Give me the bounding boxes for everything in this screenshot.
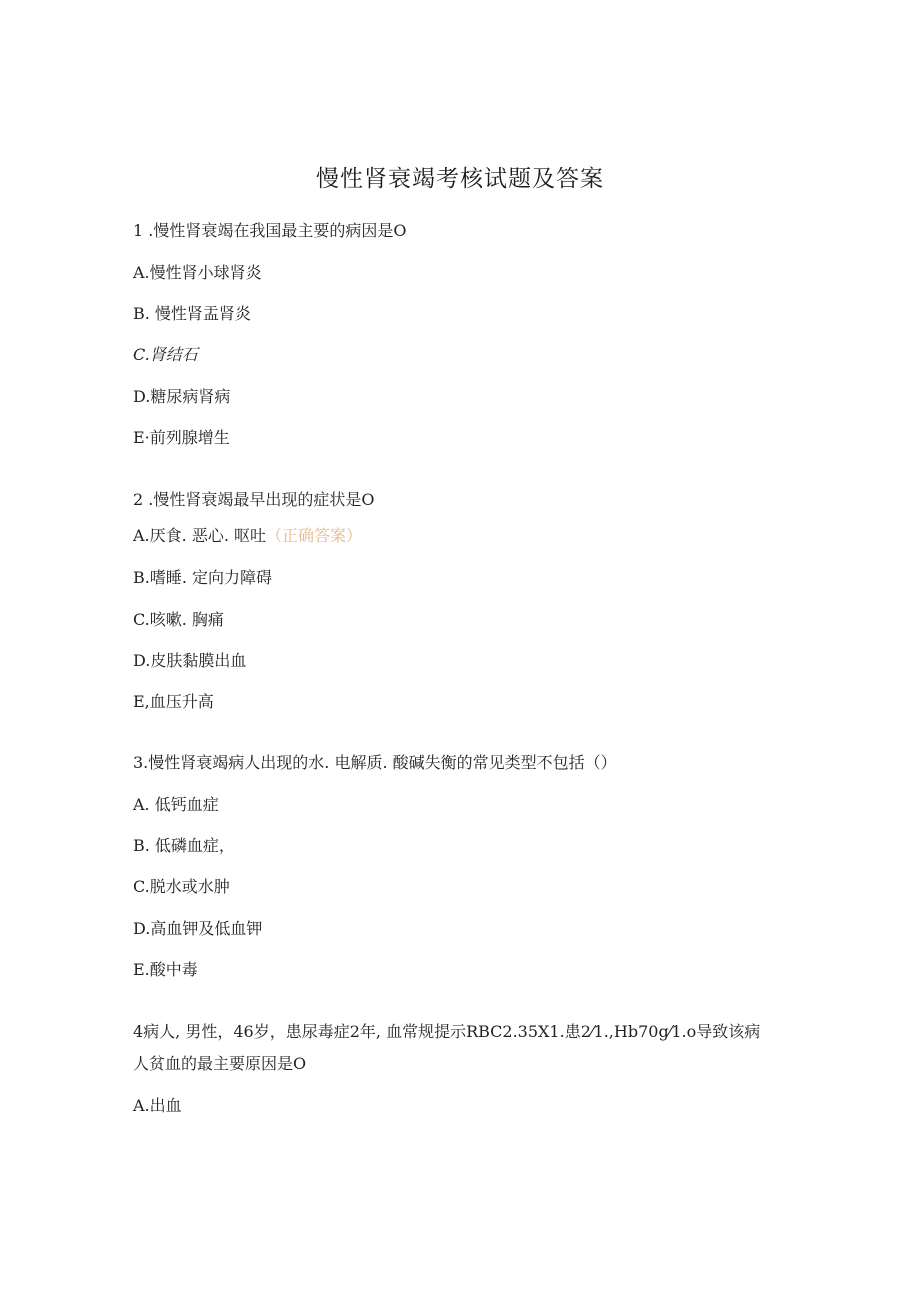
question-3-option-d: D.高血钾及低血钾 — [133, 919, 263, 938]
question-2-option-c: C.咳嗽. 胸痛 — [133, 610, 224, 629]
question-2-option-b: B.嗜睡. 定向力障碍 — [133, 568, 273, 587]
question-1-option-c: C.肾结石 — [133, 345, 198, 364]
question-4-stem-line-1: 4病人, 男性，46岁，患尿毒症2年, 血常规提示RBC2.35X1.患2⁄1.,Hb70g⁄1.o导致该病 — [133, 1022, 761, 1041]
question-3-stem: 3.慢性肾衰竭病人出现的水. 电解质. 酸碱失衡的常见类型不包括（） — [133, 753, 617, 772]
correct-answer-mark: （正确答案） — [266, 526, 363, 545]
question-3-option-b: B. 低磷血症， — [133, 836, 235, 855]
question-3-option-c: C.脱水或水肿 — [133, 877, 230, 896]
page-title: 慢性肾衰竭考核试题及答案 — [316, 166, 604, 192]
question-4-option-a: A.出血 — [133, 1096, 182, 1115]
question-2-stem: 2 .慢性肾衰竭最早出现的症状是O — [133, 490, 375, 509]
question-1-stem: 1 .慢性肾衰竭在我国最主要的病因是O — [133, 221, 407, 240]
question-2-option-a: A.厌食. 恶心. 呕吐 — [133, 526, 266, 545]
question-2-option-e: E,血压升高 — [133, 692, 214, 711]
question-1-option-e: E·前列腺增生 — [133, 428, 230, 447]
question-3-option-a: A. 低钙血症 — [133, 795, 219, 814]
question-1-option-a: A.慢性肾小球肾炎 — [133, 263, 262, 282]
question-1-option-d: D.糖尿病肾病 — [133, 387, 231, 406]
question-3-option-e: E.酸中毒 — [133, 960, 198, 979]
question-2-option-d: D.皮肤黏膜出血 — [133, 651, 247, 670]
question-2-option-a-row — [133, 525, 362, 547]
question-4-stem-line-2: 人贫血的最主要原因是O — [133, 1054, 307, 1073]
question-1-option-b: B. 慢性肾盂肾炎 — [133, 304, 251, 323]
